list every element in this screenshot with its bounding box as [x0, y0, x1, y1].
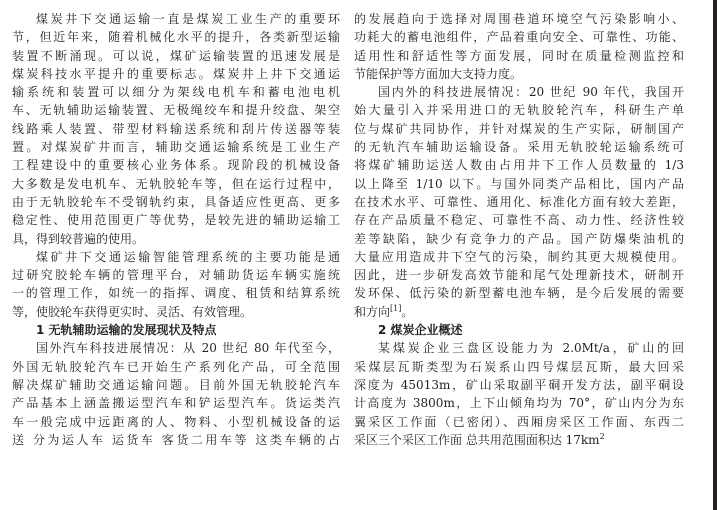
text-line: 产品基本上涵盖搬运型汽车和铲运型汽车。货运类汽: [12, 396, 340, 411]
text-line: 车一般完成中远距离的人、物料、小型机械设备的运: [12, 414, 340, 429]
text-line: 功耗大的蓄电池组件，产品着重向安全、可靠性、功能、: [354, 30, 684, 45]
text-line: 稳定性、使用范围更广等优势，是较先进的辅助运输工: [12, 213, 340, 228]
text-line: 的发展趋向于选择对周围巷道环境空气污染影响小、: [354, 12, 684, 26]
text-line: 将煤矿辅助运送人数由占用井下工作人员数量的 1/3: [354, 158, 684, 173]
left-paragraph-3: [12, 339, 340, 449]
text-line: 存在产品质量不稳定、可靠性不高、动力性、经济性较: [354, 213, 684, 228]
left-paragraph-2: [12, 248, 340, 321]
text-line: 差等缺陷，缺少有竞争力的产品。国产防爆柴油机的: [354, 231, 684, 246]
section-heading-2: 2 煤炭企业概述: [378, 323, 463, 338]
text-line: 采煤层瓦斯类型为石炭系山四号煤层瓦斯，最大回采: [354, 359, 684, 374]
left-paragraph-1: [12, 10, 340, 248]
text-line: 送 分为运人车 运货车 客货二用车等 这类车辆的占: [12, 432, 340, 447]
text-line: 置。对煤炭矿井而言，辅助交通运输系统是工业生产: [12, 140, 340, 155]
text-line: 国内外的科技进展情况：20 世纪 90 年代，我国开: [378, 85, 684, 100]
text-line: 国外汽车科技进展情况：从 20 世纪 80 年代至今，: [36, 341, 340, 356]
text-line: 的无轨汽车辅助运输设备。采用无轨胶轮运输系统可: [354, 140, 684, 155]
text-fragment: 和方向: [354, 304, 391, 319]
text-line: 过研究胶轮车辆的管理平台，对辅助货运车辆实施统: [12, 268, 340, 283]
text-line: 装置不断涌现。可以说，煤矿运输装置的迅速发展是: [12, 48, 340, 63]
text-line: 发环保、低污染的新型蓄电池车辆，是今后发展的需要: [354, 286, 684, 301]
text-line: 煤炭科技水平提升的重要标志。煤炭井上井下交通运: [12, 66, 340, 81]
right-paragraph-3: [354, 339, 684, 449]
text-fragment: 。: [401, 304, 414, 319]
superscript: 2: [599, 431, 605, 441]
text-line: 以上降至 1/10 以下。与国外同类产品相比，国内产品: [354, 176, 684, 191]
text-line: 解决煤矿辅助交通运输问题。目前外国无轨胶轮汽车: [12, 377, 340, 392]
text-line: 输系统和装置可以细分为架线电机车和蓄电池电机: [12, 85, 340, 100]
text-line: 在技术水平、可靠性、通用化、标准化方面有较大差距，: [354, 194, 684, 209]
text-line: [354, 303, 684, 321]
text-line: 始大量引入并采用进口的无轨胶轮汽车，科研生产单: [354, 103, 684, 118]
right-column: [354, 10, 684, 449]
right-paragraph-2: [354, 83, 684, 321]
text-line: 某煤炭企业三盘区设能力为 2.0Mt/a，矿山的回: [378, 341, 684, 356]
text-line: 等，使胶轮车获得更实时、灵活、有效管理。: [12, 304, 253, 319]
text-line: 大多数是发电机车、无轨胶轮车等，但在运行过程中，: [12, 176, 340, 191]
text-line: 翼采区工作面（已密闭）、西厢房采区工作面、东西二: [354, 414, 684, 429]
right-paragraph-1: [354, 10, 684, 83]
page-edge: [713, 0, 717, 510]
text-line: 线路乘人装置、带型材料输送系统和刮片传送器等装: [12, 121, 340, 136]
text-line: 具，得到较普遍的使用。: [12, 231, 145, 246]
text-line: 外国无轨胶轮汽车已开始生产系列化产品，可全范围: [12, 359, 340, 374]
left-column: [12, 10, 340, 449]
citation-marker: [1]: [390, 303, 402, 313]
section-heading-1: 1 无轨辅助运输的发展现状及特点: [36, 323, 217, 338]
text-line: 适用性和舒适性等方面发展，同时在质量检测监控和: [354, 48, 684, 63]
text-line: 因此，进一步研发高效节能和尾气处理新技术，研制开: [354, 268, 684, 283]
text-line: 深度为 45013m，矿山采取副平硐开发方法，副平硐设: [354, 377, 684, 392]
text-line: 车、无轨辅助运输装置、无极绳绞车和提升绞盘、架空: [12, 103, 340, 118]
text-line: 大量应用造成井下空气的污染，制约其更大规模使用。: [354, 249, 684, 264]
text-line: 工程建设中的重要核心业务体系。现阶段的机械设备: [12, 158, 340, 173]
text-line: 位与煤矿共同协作，并针对煤炭的生产实际，研制国产: [354, 121, 684, 136]
text-line: [354, 431, 684, 449]
text-line: 节，但近年来，随着机械化水平的提升，各类新型运输: [12, 30, 340, 45]
text-line: 节能保护等方面加大支持力度。: [354, 66, 523, 81]
text-line: 煤炭井下交通运输一直是煤炭工业生产的重要环: [36, 12, 340, 26]
text-line: 一的管理工作，如统一的指挥、调度、租赁和结算系统: [12, 286, 340, 301]
text-fragment: 采区三个采区工作面 总共用范围面积达 17km: [354, 432, 600, 447]
text-line: 由于无轨胶轮车不受钢轨约束，具备适应性更高、更多: [12, 194, 340, 209]
text-line: 计高度为 3800m，上下山倾角均为 70°，矿山内分为东: [354, 396, 684, 411]
text-line: 煤矿井下交通运输智能管理系统的主要功能是通: [36, 249, 340, 264]
